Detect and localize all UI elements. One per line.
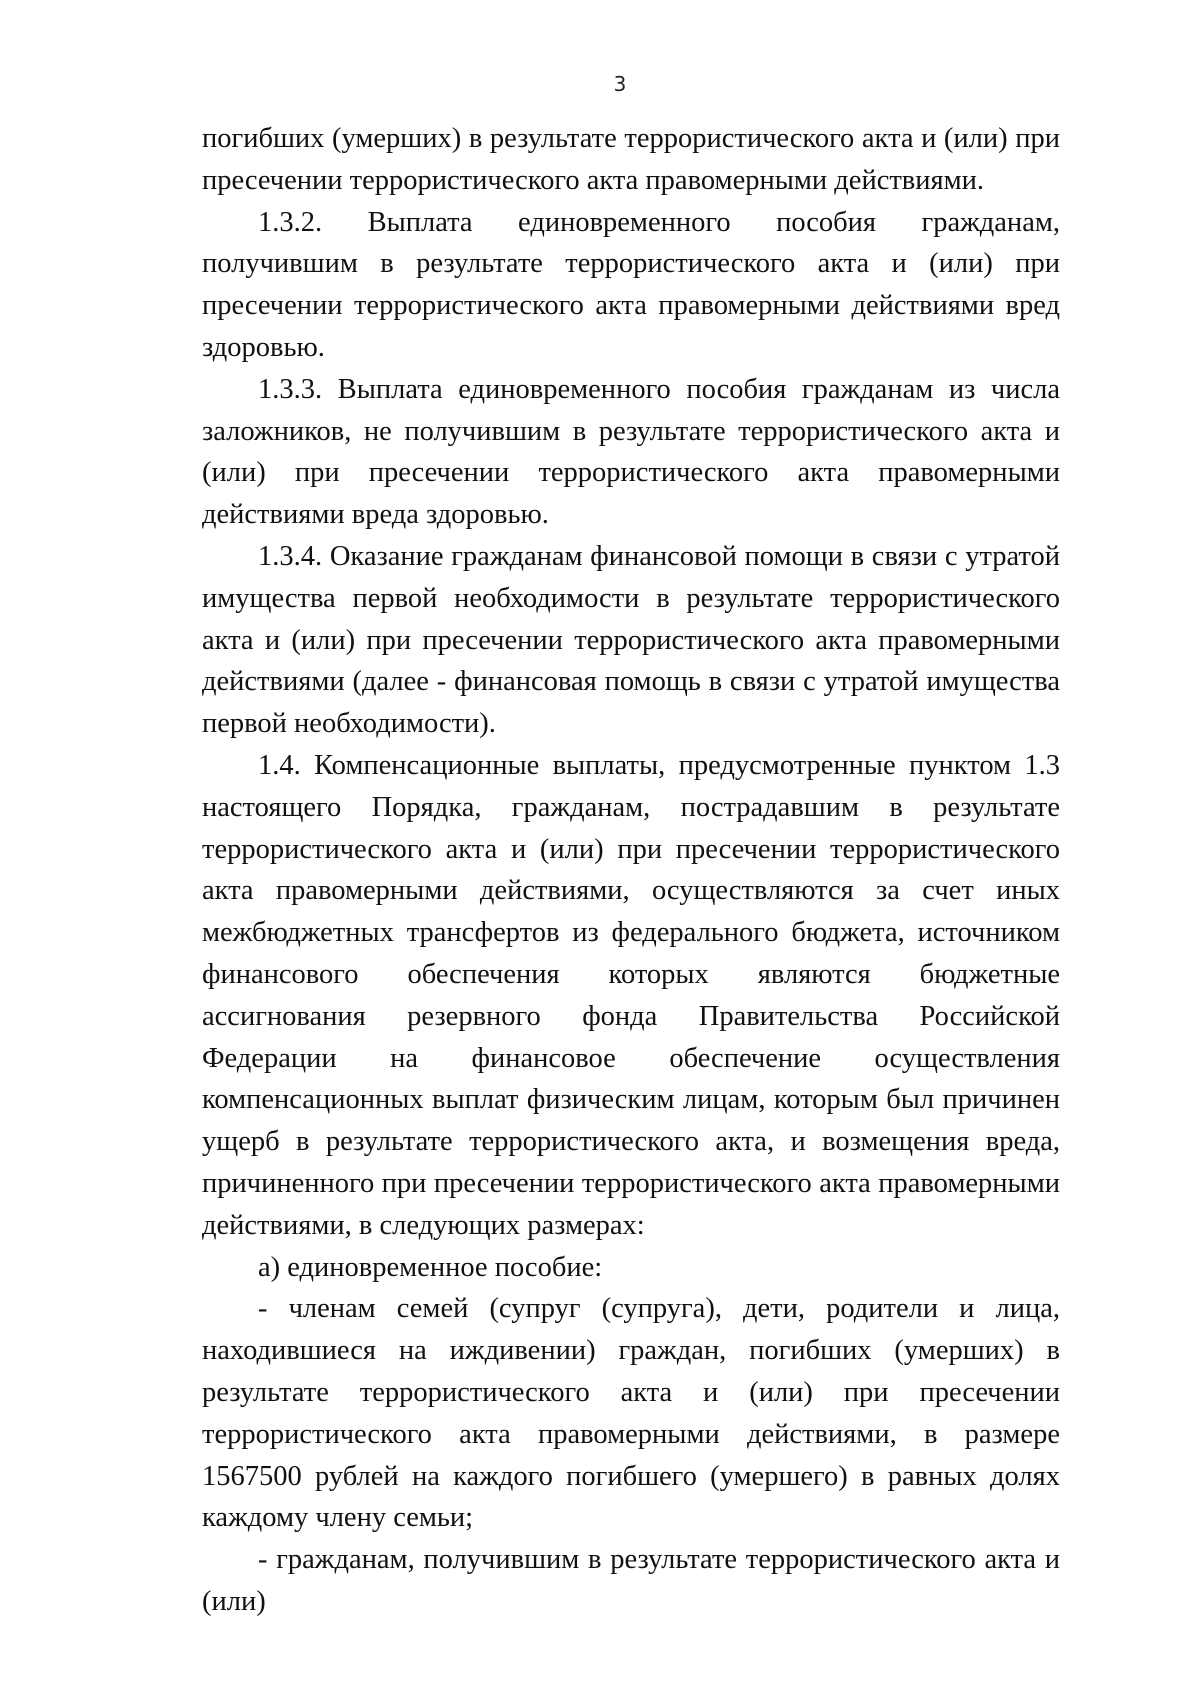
page-number: 3: [613, 72, 627, 96]
paragraph-1-3-4: 1.3.4. Оказание гражданам финансовой помощи в связи с утратой имущества первой необходимости в результате террористического акта и (или) при пресечении террористического акта правомерными действиями (далее - финансовая помощь в связи с утратой имущества первой необходимости).: [202, 540, 1060, 740]
paragraph-continuation: погибших (умерших) в результате террористического акта и (или) при пресечении террористического акта правомерными действиями.: [202, 123, 1060, 196]
paragraph-1-3-2: 1.3.2. Выплата единовременного пособия гражданам, получившим в результате террористического акта и (или) при пресечении террористического акта правомерными действиями вред здоровью.: [202, 206, 1060, 363]
paragraph-dash-item-2: - гражданам, получившим в результате террористического акта и (или): [202, 1544, 1060, 1617]
paragraph-1-3-3: 1.3.3. Выплата единовременного пособия гражданам из числа заложников, не получившим в результате террористического акта и (или) при пресечении террористического акта правомерными действиями вреда здоровью.: [202, 373, 1060, 531]
paragraph-dash-item-1: - членам семей (супруг (супруга), дети, родители и лица, находившиеся на иждивении) граждан, погибших (умерших) в результате террористического акта и (или) при пресечении террористического акта правомерными действиями, в размере 1567500 рублей на каждого погибшего (умершего) в равных долях каждому члену семьи;: [202, 1293, 1060, 1534]
document-body: [202, 118, 1060, 1623]
paragraph-subitem-a: а) единовременное пособие:: [258, 1251, 603, 1283]
paragraph-1-4: 1.4. Компенсационные выплаты, предусмотренные пунктом 1.3 настоящего Порядка, гражданам, пострадавшим в результате террористического акта и (или) при пресечении террористического акта правомерными действиями, осуществляются за счет иных межбюджетных трансфертов из федерального бюджета, источником финансового обеспечения которых являются бюджетные ассигнования резервного фонда Правительства Российской Федерации на финансовое обеспечение осуществления компенсационных выплат физическим лицам, которым был причинен ущерб в результате террористического акта, и возмещения вреда, причиненного при пресечении террористического акта правомерными действиями, в следующих размерах:: [202, 749, 1060, 1241]
